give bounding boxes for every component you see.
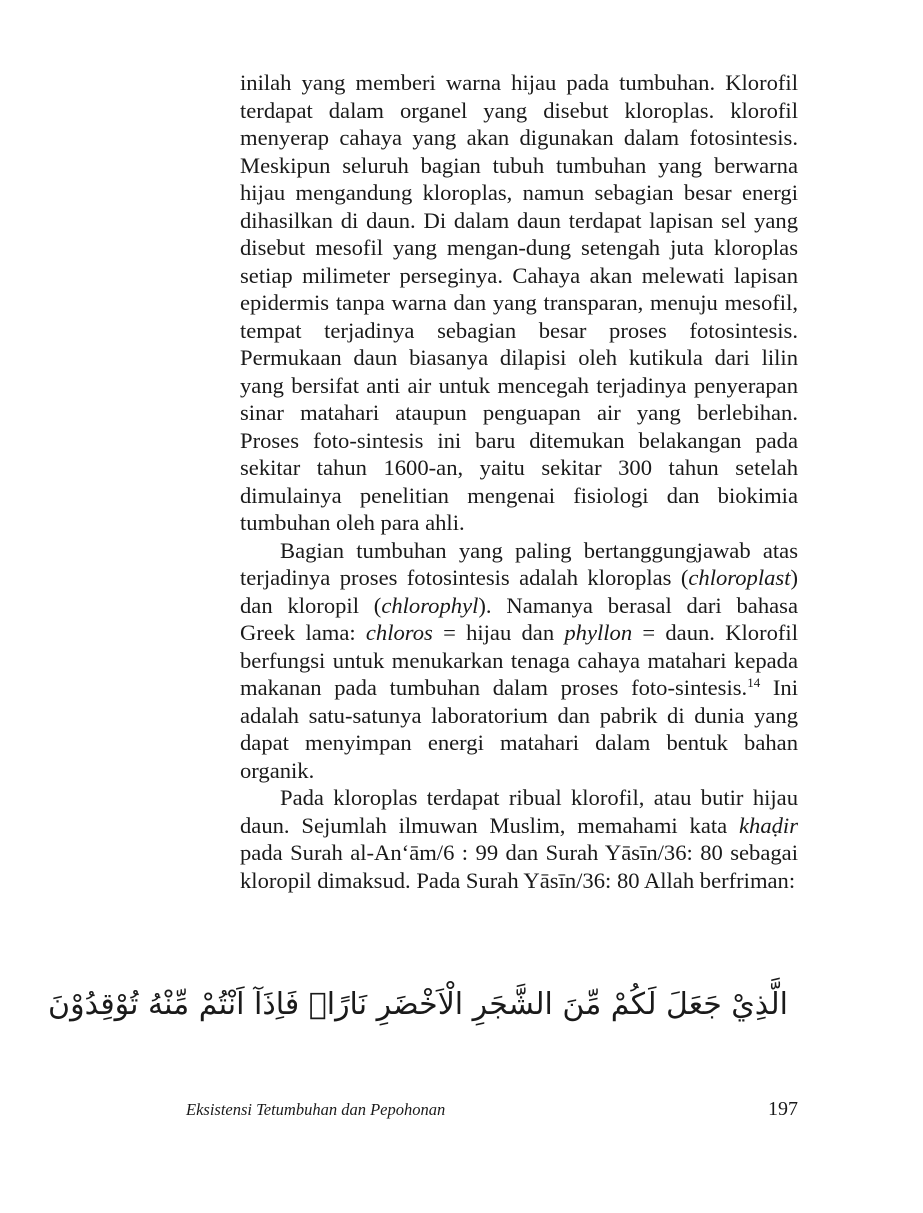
paragraph-2-text: = daun. Klorofil berfungsi untuk menukarkan tenaga cahaya matahari kepada makanan pada tumbuhan dalam proses foto-sintesis. — [240, 620, 798, 700]
page-number: 197 — [768, 1098, 798, 1120]
quran-verse: الَّذِيْ جَعَلَ لَكُمْ مِّنَ الشَّجَرِ الْاَخْضَرِ نَارًاۙ فَاِذَآ اَنْتُمْ مِّنْهُ تُوْقِدُوْنَ — [48, 987, 788, 1022]
term-chloros: chloros — [365, 620, 433, 645]
running-title: Eksistensi Tetumbuhan dan Pepohonan — [186, 1100, 446, 1119]
paragraph-3 — [240, 784, 798, 894]
paragraph-2-text: ) dan kloropil ( — [240, 565, 798, 618]
paragraph-2 — [240, 537, 798, 785]
term-khadir: khaḍir — [739, 812, 798, 838]
paragraph-2-text: = hijau dan — [432, 620, 565, 645]
paragraph-1: inilah yang memberi warna hijau pada tumbuhan. Klorofil terdapat dalam organel yang disebut kloroplas. klorofil menyerap cahaya yang akan digunakan dalam fotosintesis. Meskipun seluruh bagian tubuh tumbuhan yang berwarna hijau mengandung kloroplas, namun sebagian besar energi dihasilkan di daun. Di dalam daun terdapat lapisan sel yang disebut mesofil yang mengan-dung setengah juta kloroplas setiap milimeter perseginya. Cahaya akan melewati lapisan epidermis tanpa warna dan yang transparan, menuju mesofil, tempat terjadinya sebagian besar proses fotosintesis. Permukaan daun biasanya dilapisi oleh kutikula dari lilin yang bersifat anti air untuk mencegah terjadinya penyerapan sinar matahari ataupun penguapan air yang berlebihan. Proses foto-sintesis ini baru ditemukan belakangan pada sekitar tahun 1600-an, yaitu sekitar 300 tahun setelah dimulainya penelitian mengenai fisiologi dan biokimia tumbuhan oleh para ahli. — [240, 70, 798, 535]
body-text — [240, 69, 798, 894]
term-phyllon: phyllon — [564, 620, 633, 645]
footnote-marker[interactable]: 14 — [747, 675, 761, 690]
paragraph-2-text: Bagian tumbuhan yang paling bertanggungjawab atas terjadinya proses fotosintesis adalah kloroplas ( — [240, 537, 798, 590]
paragraph-2-text: Ini adalah satu-satunya laboratorium dan pabrik di dunia yang dapat menyimpan energi matahari dalam bentuk bahan organik. — [240, 675, 799, 783]
term-chloroplast: chloroplast — [688, 565, 791, 590]
paragraph-3-text: Pada kloroplas terdapat ribual klorofil, atau butir hijau daun. Sejumlah ilmuwan Muslim, memahami kata — [240, 785, 798, 838]
paragraph-3-text: pada Surah al-An‘ām/6 : 99 dan Surah Yāsīn/36: 80 sebagai kloropil dimaksud. Pada Surah Yāsīn/36: 80 Allah berfriman: — [240, 840, 798, 893]
page-footer — [186, 1100, 798, 1124]
term-chlorophyl: chlorophyl — [381, 592, 479, 618]
paragraph-2-text: ). Namanya berasal dari bahasa Greek lama: — [240, 592, 798, 645]
